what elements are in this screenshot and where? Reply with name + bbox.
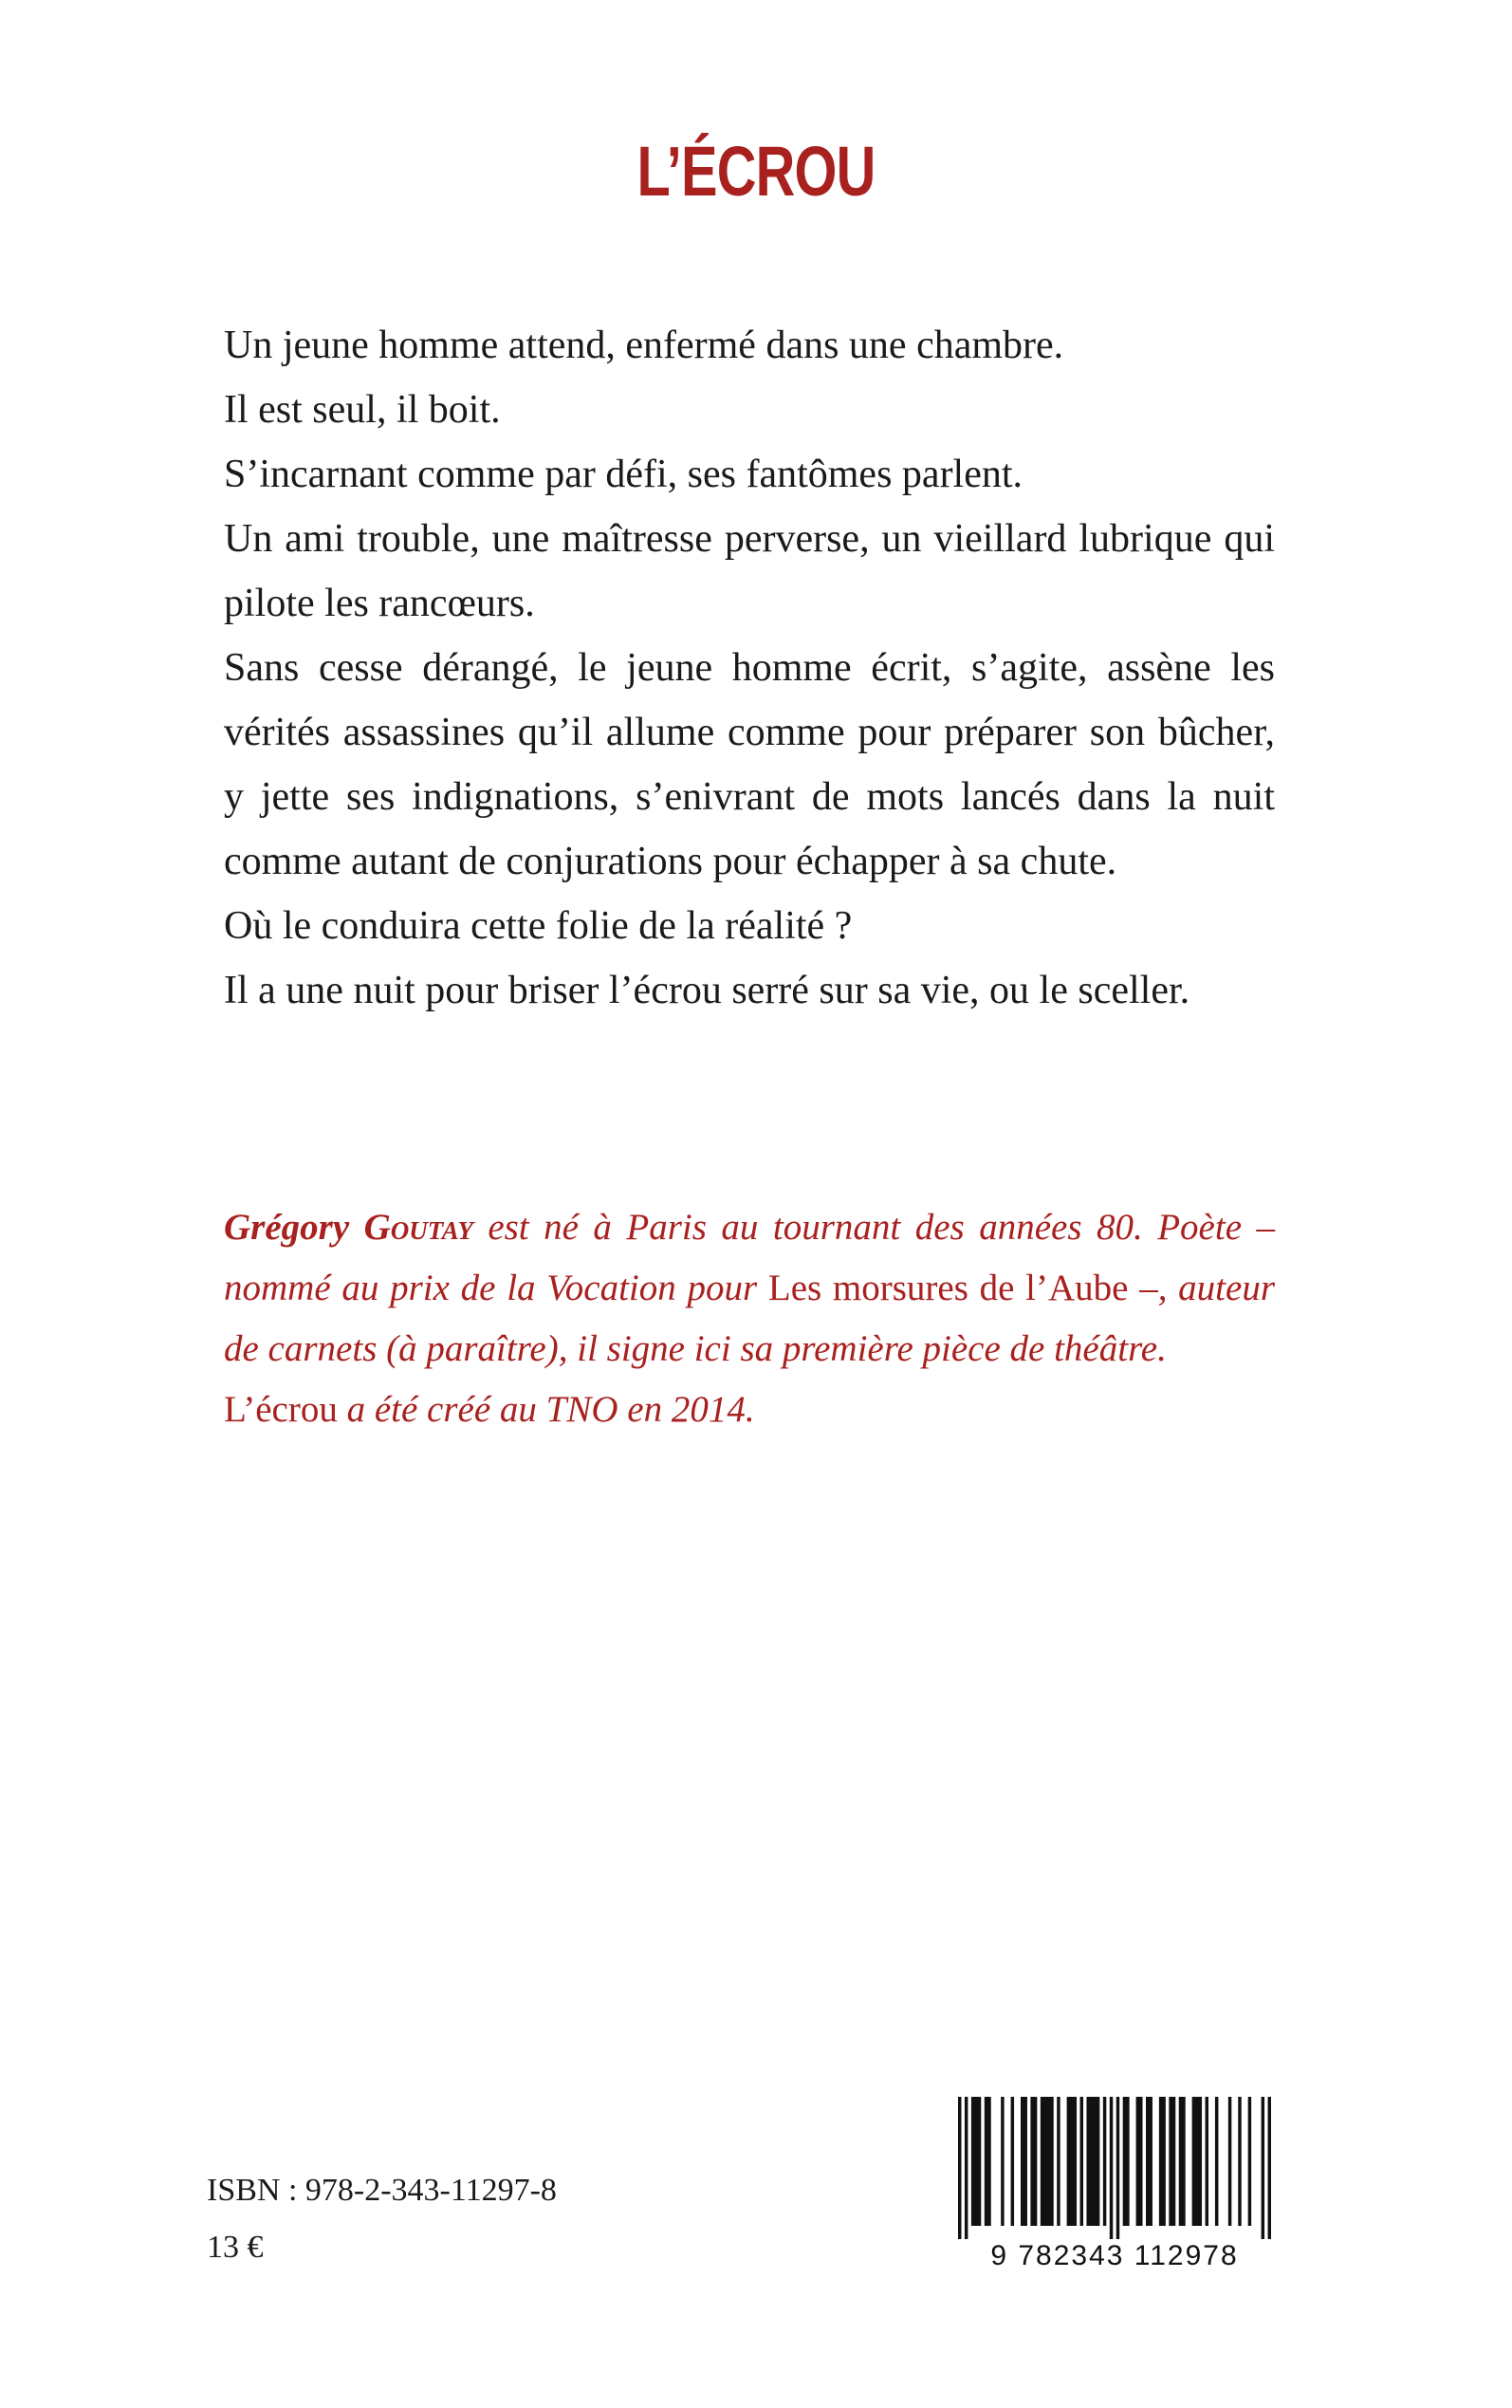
barcode-bar (1228, 2097, 1231, 2226)
blurb-line: Un jeune homme attend, enfermé dans une chambre. (224, 324, 1064, 367)
barcode-guard-bar (958, 2097, 961, 2239)
barcode-guard-bar (1262, 2097, 1264, 2239)
barcode-bar (1215, 2097, 1218, 2226)
isbn-label: ISBN : 978-2-343-11297-8 (207, 2173, 557, 2208)
barcode-bar (1192, 2097, 1202, 2226)
barcode-bar (1248, 2097, 1251, 2226)
barcode-digits: 9 782343 112978 (990, 2240, 1239, 2271)
barcode-guard-bar (1116, 2097, 1119, 2239)
barcode-bar (1103, 2097, 1106, 2226)
bio-paragraph (224, 1197, 1275, 1380)
blurb-line: Un ami trouble, une maîtresse perverse, un vieillard lubrique qui pilote les rancœurs. (224, 517, 1275, 625)
barcode-bars (958, 2097, 1271, 2239)
barcode-bar (971, 2097, 981, 2226)
barcode-bar (1123, 2097, 1130, 2226)
barcode-bar (1136, 2097, 1143, 2226)
barcode-bar (1159, 2097, 1166, 2226)
price-label: 13 € (207, 2230, 264, 2265)
blurb (224, 313, 1275, 1023)
barcode-guard-bar (1268, 2097, 1271, 2239)
blurb-line: Il est seul, il boit. (224, 388, 501, 432)
barcode-bar (1169, 2097, 1175, 2226)
barcode-bar (1080, 2097, 1083, 2226)
bio-text: –, auteur de carnets (à paraître), il signe ici sa première pièce de théâtre. (224, 1268, 1275, 1369)
blurb-line: S’incarnant comme par défi, ses fantômes parlent. (224, 453, 1023, 496)
bio-paragraph (224, 1380, 1275, 1440)
barcode-bar (1057, 2097, 1060, 2226)
barcode-bar (1041, 2097, 1054, 2226)
book-reference: Les morsures de l’Aube (767, 1268, 1129, 1308)
barcode-bar (1179, 2097, 1186, 2226)
author-last-name: Goutay (363, 1207, 473, 1248)
barcode-bar (985, 2097, 991, 2226)
barcode-bar (1011, 2097, 1014, 2226)
blurb-line: Où le conduira cette folie de la réalité ? (224, 904, 853, 948)
book-title: L’ÉCROU (636, 132, 876, 211)
bio-text: a été créé au TNO en 2014. (337, 1389, 755, 1430)
barcode-bar (1030, 2097, 1037, 2226)
play-title: L’écrou (224, 1389, 338, 1430)
author-first-name: Grégory (224, 1207, 350, 1248)
author-bio (224, 1197, 1275, 1440)
barcode-bar (1001, 2097, 1004, 2226)
blurb-line: Sans cesse dérangé, le jeune homme écrit, s’agite, assène les vérités assassines qu’il allume comme pour préparer son bûcher, y jette ses indignations, s’enivrant de mots lancés dans la nuit comme autant de conjurations pour échapper à sa chute. (224, 646, 1275, 883)
barcode-bar (1238, 2097, 1241, 2226)
barcode-bar (1146, 2097, 1152, 2226)
barcode-guard-bar (1110, 2097, 1113, 2239)
barcode-bar (1021, 2097, 1027, 2226)
barcode-guard-bar (965, 2097, 968, 2239)
barcode-bar (1086, 2097, 1099, 2226)
barcode-bar (1067, 2097, 1077, 2226)
bio-text: est né à Paris au tournant des années 80. Poète – nommé au prix de la Vocation pour (224, 1207, 1276, 1308)
blurb-line: Il a une nuit pour briser l’écrou serré sur sa vie, ou le sceller. (224, 969, 1190, 1012)
barcode-bar (1206, 2097, 1208, 2226)
